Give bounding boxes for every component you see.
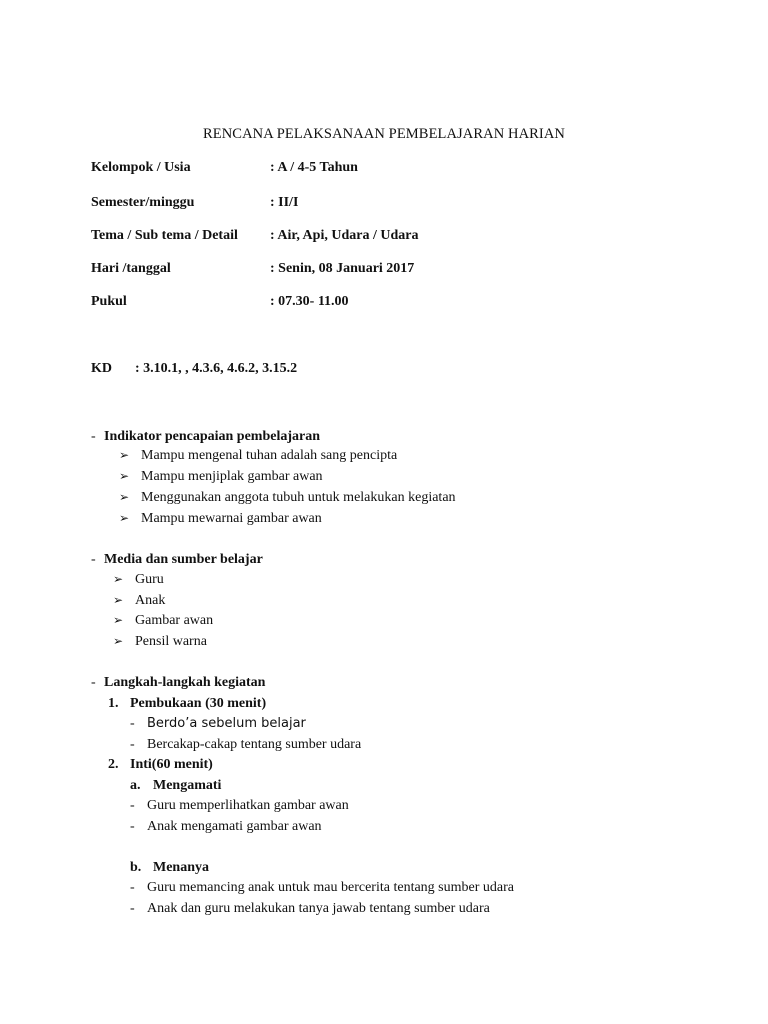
- info-value-hari: : Senin, 08 Januari 2017: [270, 261, 415, 276]
- info-label-semester: Semester/minggu: [91, 195, 195, 210]
- info-label-pukul: Pukul: [91, 294, 127, 309]
- info-value-kelompok: : A / 4-5 Tahun: [270, 160, 358, 175]
- arrow-bullet-icon: ➢: [113, 634, 124, 648]
- list-item: [119, 511, 322, 527]
- inti-title: Inti(60 menit): [130, 757, 213, 772]
- pembukaan-number: 1.: [108, 696, 119, 711]
- list-item-text: Guru: [135, 572, 164, 587]
- list-item-text: Anak: [135, 593, 166, 608]
- menanya-title: Menanya: [153, 860, 209, 875]
- arrow-bullet-icon: ➢: [119, 511, 130, 525]
- info-value-pukul: : 07.30- 11.00: [270, 294, 349, 309]
- list-item-text: Mampu mengenal tuhan adalah sang pencipta: [141, 448, 398, 463]
- list-dash: -: [130, 737, 135, 752]
- arrow-bullet-icon: ➢: [113, 593, 124, 607]
- list-item: [113, 593, 165, 609]
- list-dash: -: [130, 798, 135, 813]
- list-item-text: Mampu mewarnai gambar awan: [141, 511, 322, 526]
- arrow-bullet-icon: ➢: [119, 448, 130, 462]
- list-item: [119, 469, 323, 485]
- arrow-bullet-icon: ➢: [113, 572, 124, 586]
- menanya-letter: b.: [130, 860, 142, 875]
- list-item-text: Mampu menjiplak gambar awan: [141, 469, 323, 484]
- list-item: [113, 613, 213, 629]
- arrow-bullet-icon: ➢: [119, 490, 130, 504]
- info-value-semester: : II/I: [270, 195, 299, 210]
- list-item-text: Gambar awan: [135, 613, 214, 628]
- list-dash: -: [130, 819, 135, 834]
- mengamati-letter: a.: [130, 778, 141, 793]
- list-item: [119, 490, 456, 506]
- arrow-bullet-icon: ➢: [119, 469, 130, 483]
- section-dash-indikator: -: [91, 429, 96, 444]
- list-item-text: Pensil warna: [135, 634, 207, 649]
- section-dash-langkah: -: [91, 675, 96, 690]
- kd-label: KD: [91, 361, 112, 376]
- list-item-text: Menggunakan anggota tubuh untuk melakukan kegiatan: [141, 490, 456, 505]
- mengamati-item: Anak mengamati gambar awan: [147, 819, 322, 834]
- indikator-heading: Indikator pencapaian pembelajaran: [104, 429, 320, 444]
- list-dash: -: [130, 880, 135, 895]
- pembukaan-item: Berdo’a sebelum belajar: [147, 716, 306, 731]
- list-item: [113, 634, 207, 650]
- arrow-bullet-icon: ➢: [113, 613, 124, 627]
- section-dash-media: -: [91, 552, 96, 567]
- list-item: [113, 572, 164, 588]
- inti-number: 2.: [108, 757, 119, 772]
- mengamati-item: Guru memperlihatkan gambar awan: [147, 798, 349, 813]
- document-title: RENCANA PELAKSANAAN PEMBELAJARAN HARIAN: [203, 126, 565, 142]
- info-label-kelompok: Kelompok / Usia: [91, 160, 191, 175]
- info-label-tema: Tema / Sub tema / Detail: [91, 228, 238, 243]
- info-value-tema: : Air, Api, Udara / Udara: [270, 228, 419, 243]
- pembukaan-item: Bercakap-cakap tentang sumber udara: [147, 737, 362, 752]
- menanya-item: Anak dan guru melakukan tanya jawab tentang sumber udara: [147, 901, 490, 916]
- menanya-item: Guru memancing anak untuk mau bercerita tentang sumber udara: [147, 880, 514, 895]
- list-dash: -: [130, 901, 135, 916]
- list-item: [119, 448, 397, 464]
- list-dash: -: [130, 716, 135, 731]
- kd-value: : 3.10.1, , 4.3.6, 4.6.2, 3.15.2: [135, 361, 298, 376]
- langkah-heading: Langkah-langkah kegiatan: [104, 675, 266, 690]
- media-heading: Media dan sumber belajar: [104, 552, 263, 567]
- pembukaan-title: Pembukaan (30 menit): [130, 696, 267, 711]
- mengamati-title: Mengamati: [153, 778, 222, 793]
- info-label-hari: Hari /tanggal: [91, 261, 171, 276]
